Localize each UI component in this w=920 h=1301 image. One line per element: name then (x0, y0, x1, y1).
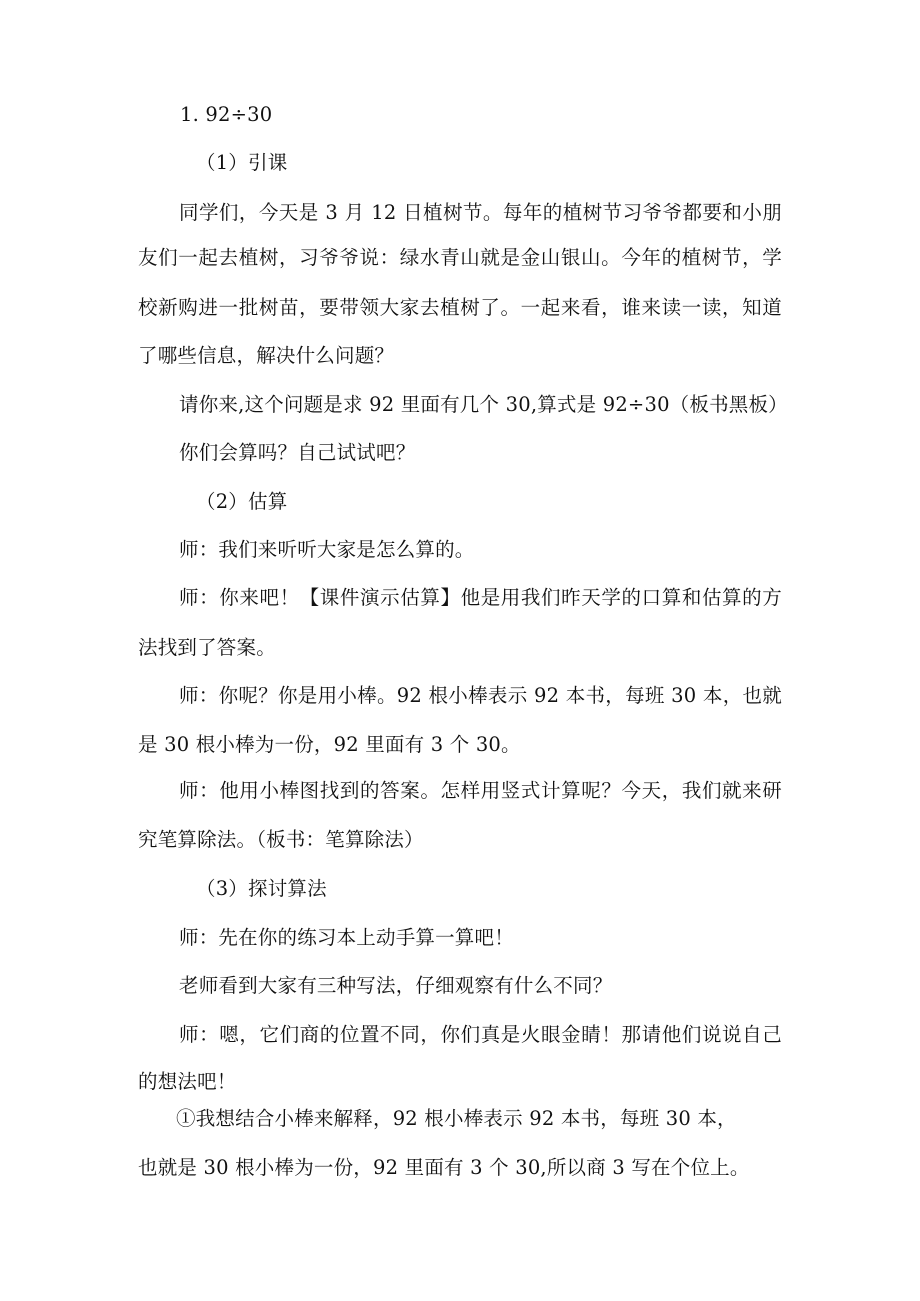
paragraph-line: 同学们，今天是 3 月 12 日植树节。每年的植树节习爷爷都要和小朋 (179, 201, 782, 224)
paragraph-line: 友们一起去植树，习爷爷说：绿水青山就是金山银山。今年的植树节，学 (138, 246, 782, 269)
heading: 1. 92÷30 (180, 103, 273, 126)
paragraph-line: 师：先在你的练习本上动手算一算吧！ (179, 926, 514, 949)
paragraph-line: 法找到了答案。 (138, 636, 276, 659)
paragraph-line: 老师看到大家有三种写法，仔细观察有什么不同？ (179, 974, 613, 997)
section-title-3: （3）探讨算法 (196, 877, 327, 900)
paragraph-line: 也就是 30 根小棒为一份，92 里面有 3 个 30,所以商 3 写在个位上。 (138, 1156, 750, 1179)
paragraph-line: 究笔算除法。（板书：笔算除法） (138, 828, 424, 851)
paragraph-line: 师：你来吧！【课件演示估算】他是用我们昨天学的口算和估算的方 (179, 586, 782, 609)
paragraph-line: 的想法吧！ (138, 1070, 237, 1093)
paragraph-line: 师：他用小棒图找到的答案。怎样用竖式计算呢？今天，我们就来研 (179, 779, 782, 802)
paragraph-line: 了哪些信息，解决什么问题？ (138, 344, 395, 367)
paragraph-line: 你们会算吗？自己试试吧？ (179, 441, 416, 464)
section-title-1: （1）引课 (196, 151, 288, 174)
paragraph-line: 是 30 根小棒为一份，92 里面有 3 个 30。 (138, 733, 521, 756)
paragraph-line: 师：嗯，它们商的位置不同，你们真是火眼金睛！那请他们说说自己 (179, 1023, 782, 1046)
paragraph-line: 师：你呢？你是用小棒。92 根小棒表示 92 本书，每班 30 本，也就 (179, 684, 782, 707)
paragraph-line: 校新购进一批树苗，要带领大家去植树了。一起来看，谁来读一读，知道 (138, 296, 782, 319)
paragraph-line: 师：我们来听听大家是怎么算的。 (179, 538, 475, 561)
paragraph-line: 请你来,这个问题是求 92 里面有几个 30,算式是 92÷30（板书黑板） (179, 393, 788, 416)
section-title-2: （2）估算 (196, 490, 288, 513)
paragraph-line: ①我想结合小棒来解释，92 根小棒表示 92 本书，每班 30 本， (176, 1107, 737, 1130)
